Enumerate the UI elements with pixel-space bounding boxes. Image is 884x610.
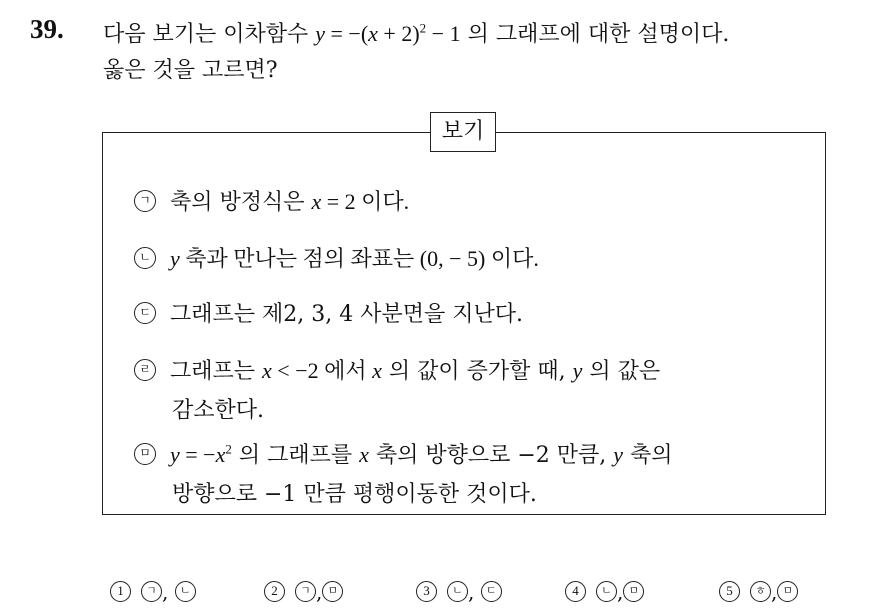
equation-part-a: = −( xyxy=(325,21,369,46)
circled-marker: ㅁ xyxy=(777,581,798,602)
statement-text: 축의 xyxy=(623,443,673,468)
circled-nieun-marker: ㄴ xyxy=(134,247,156,269)
circled-marker: ㄱ xyxy=(295,581,316,602)
question-text-line1 xyxy=(103,17,729,48)
equation-part-b: + 2) xyxy=(377,21,420,46)
statement-text: 그래프는 xyxy=(170,359,263,384)
statement-mieum xyxy=(134,438,673,469)
choice-number: 2 xyxy=(264,581,285,602)
statement-text: 축의 방정식은 xyxy=(170,190,312,215)
math-var: x xyxy=(215,442,226,467)
statement-text: 그래프는 제2, 3, 4 사분면을 지난다. xyxy=(170,302,523,327)
math-var: x xyxy=(262,358,272,383)
choice-separator: , xyxy=(162,580,175,604)
circled-marker: ㅁ xyxy=(623,581,644,602)
statement-mieum-continuation: 방향으로 −1 만큼 평행이동한 것이다. xyxy=(172,482,537,507)
circled-mieum-marker: ㅁ xyxy=(134,443,156,465)
statement-text: < −2 에서 xyxy=(271,358,373,383)
circled-marker: ㄴ xyxy=(175,581,196,602)
math-var: y xyxy=(170,442,180,467)
choice-number: 3 xyxy=(416,581,437,602)
circled-giyeok-marker: ㄱ xyxy=(134,190,156,212)
statement-text: 축의 방향으로 −2 만큼, xyxy=(368,443,614,468)
circled-marker: ㄷ xyxy=(481,581,502,602)
statement-rieul xyxy=(134,354,660,385)
statement-text: 축과 만나는 점의 좌표는 (0, − 5) 이다. xyxy=(179,246,539,271)
circled-marker: ㅁ xyxy=(322,581,343,602)
choice-number: 5 xyxy=(719,581,740,602)
statement-nieun xyxy=(134,242,539,273)
question-number: 39. xyxy=(30,14,64,44)
math-var: x xyxy=(372,358,382,383)
choice-number: 4 xyxy=(565,581,586,602)
question-text-pre: 다음 보기는 이차함수 xyxy=(103,22,316,47)
choice-separator: , xyxy=(617,580,624,604)
choice-number: 1 xyxy=(110,581,131,602)
statement-text: 의 값이 증가할 때, xyxy=(381,359,573,384)
answer-choice-3[interactable] xyxy=(416,580,502,604)
equation-part-c: − 1 xyxy=(426,21,461,46)
question-text-post: 의 그래프에 대한 설명이다. xyxy=(460,22,730,47)
answer-choice-4[interactable] xyxy=(565,580,644,604)
circled-marker: ㄱ xyxy=(141,581,162,602)
circled-digeut-marker: ㄷ xyxy=(134,302,156,324)
bogi-box-title: 보기 xyxy=(430,112,496,152)
circled-marker: ㄴ xyxy=(447,581,468,602)
equation-y: y xyxy=(315,21,326,46)
equation-x: x xyxy=(368,21,378,46)
math-var: x xyxy=(359,442,369,467)
math-exponent: 2 xyxy=(225,441,232,457)
statement-digeut xyxy=(134,297,523,328)
math-var: y xyxy=(170,246,180,271)
choice-separator: , xyxy=(316,580,323,604)
answer-choice-1[interactable] xyxy=(110,580,196,604)
statement-rieul-continuation: 감소한다. xyxy=(172,398,265,423)
circled-rieul-marker: ㄹ xyxy=(134,359,156,381)
math-var: y xyxy=(572,358,583,383)
choice-separator: , xyxy=(468,580,481,604)
math-var: y xyxy=(613,442,624,467)
question-text-line2: 옳은 것을 고르면? xyxy=(103,58,278,83)
choice-separator: , xyxy=(771,580,778,604)
statement-text: 의 그래프를 xyxy=(231,443,360,468)
statement-text: = − xyxy=(179,442,216,467)
answer-choice-5[interactable] xyxy=(719,580,798,604)
math-var: x xyxy=(311,189,322,214)
answer-choice-2[interactable] xyxy=(264,580,343,604)
statement-text: 의 값은 xyxy=(582,359,661,384)
statement-text: = 2 이다. xyxy=(321,189,410,214)
statement-giyeok xyxy=(134,185,409,216)
circled-marker: ㄴ xyxy=(596,581,617,602)
equation-exponent: 2 xyxy=(419,20,427,36)
circled-marker: ㅎ xyxy=(750,581,771,602)
